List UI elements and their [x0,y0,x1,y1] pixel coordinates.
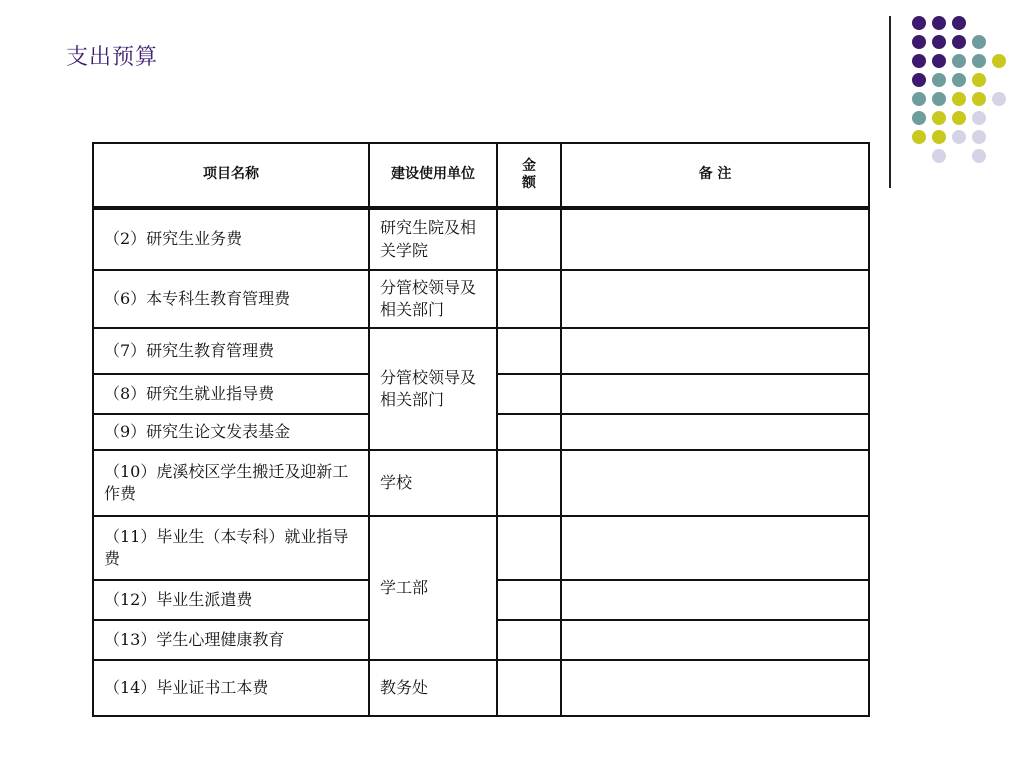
notes-cell [561,620,869,660]
notes-cell [561,414,869,450]
notes-cell [561,660,869,716]
item-name-cell: （10）虎溪校区学生搬迁及迎新工作费 [93,450,369,516]
decor-dot [972,149,986,163]
item-name-cell: （12）毕业生派遣费 [93,580,369,620]
decor-dot [932,149,946,163]
item-name-cell: （14）毕业证书工本费 [93,660,369,716]
header-item-name: 项目名称 [93,143,369,208]
decor-dot [912,111,926,125]
budget-table [92,142,870,717]
decor-dot [912,54,926,68]
table-row [93,208,869,270]
decor-dot [972,92,986,106]
decor-dot [932,54,946,68]
item-name-cell: （6）本专科生教育管理费 [93,270,369,328]
table-row [93,516,869,580]
decor-dot [932,73,946,87]
item-name-cell: （2）研究生业务费 [93,208,369,270]
decor-dot [952,130,966,144]
decor-dot [912,130,926,144]
notes-cell [561,580,869,620]
decor-dot [932,92,946,106]
header-notes: 备 注 [561,143,869,208]
decor-dot [912,73,926,87]
amount-cell [497,620,561,660]
notes-cell [561,208,869,270]
decor-dot [932,130,946,144]
decor-dot [912,16,926,30]
item-name-cell: （11）毕业生（本专科）就业指导费 [93,516,369,580]
decor-dot [972,73,986,87]
amount-cell [497,580,561,620]
unit-cell: 分管校领导及相关部门 [369,270,497,328]
amount-cell [497,414,561,450]
item-name-cell: （13）学生心理健康教育 [93,620,369,660]
table-row [93,660,869,716]
decor-dot [972,35,986,49]
unit-cell: 分管校领导及相关部门 [369,328,497,450]
table-row [93,328,869,374]
decor-dot [972,54,986,68]
amount-cell [497,516,561,580]
decor-dot [912,35,926,49]
decor-dot [952,54,966,68]
decor-dot [952,35,966,49]
table-row [93,450,869,516]
decor-dot [972,130,986,144]
unit-cell: 学工部 [369,516,497,660]
header-unit: 建设使用单位 [369,143,497,208]
decor-dot [992,54,1006,68]
item-name-cell: （7）研究生教育管理费 [93,328,369,374]
amount-cell [497,270,561,328]
amount-cell [497,660,561,716]
unit-cell: 教务处 [369,660,497,716]
table-row [93,270,869,328]
decorative-dot-grid [912,16,1008,166]
notes-cell [561,516,869,580]
decor-dot [912,92,926,106]
notes-cell [561,374,869,414]
vertical-divider [889,16,891,188]
decor-dot [932,35,946,49]
notes-cell [561,328,869,374]
item-name-cell: （9）研究生论文发表基金 [93,414,369,450]
amount-cell [497,328,561,374]
table-header-row [93,143,869,208]
slide-title: 支出预算 [66,45,159,70]
amount-cell [497,374,561,414]
decor-dot [952,111,966,125]
unit-cell: 学校 [369,450,497,516]
header-amount: 金额 [497,143,561,208]
amount-cell [497,450,561,516]
decor-dot [952,92,966,106]
notes-cell [561,450,869,516]
decor-dot [992,92,1006,106]
decor-dot [952,73,966,87]
amount-cell [497,208,561,270]
decor-dot [932,16,946,30]
decor-dot [972,111,986,125]
notes-cell [561,270,869,328]
item-name-cell: （8）研究生就业指导费 [93,374,369,414]
decor-dot [952,16,966,30]
unit-cell: 研究生院及相关学院 [369,208,497,270]
decor-dot [932,111,946,125]
